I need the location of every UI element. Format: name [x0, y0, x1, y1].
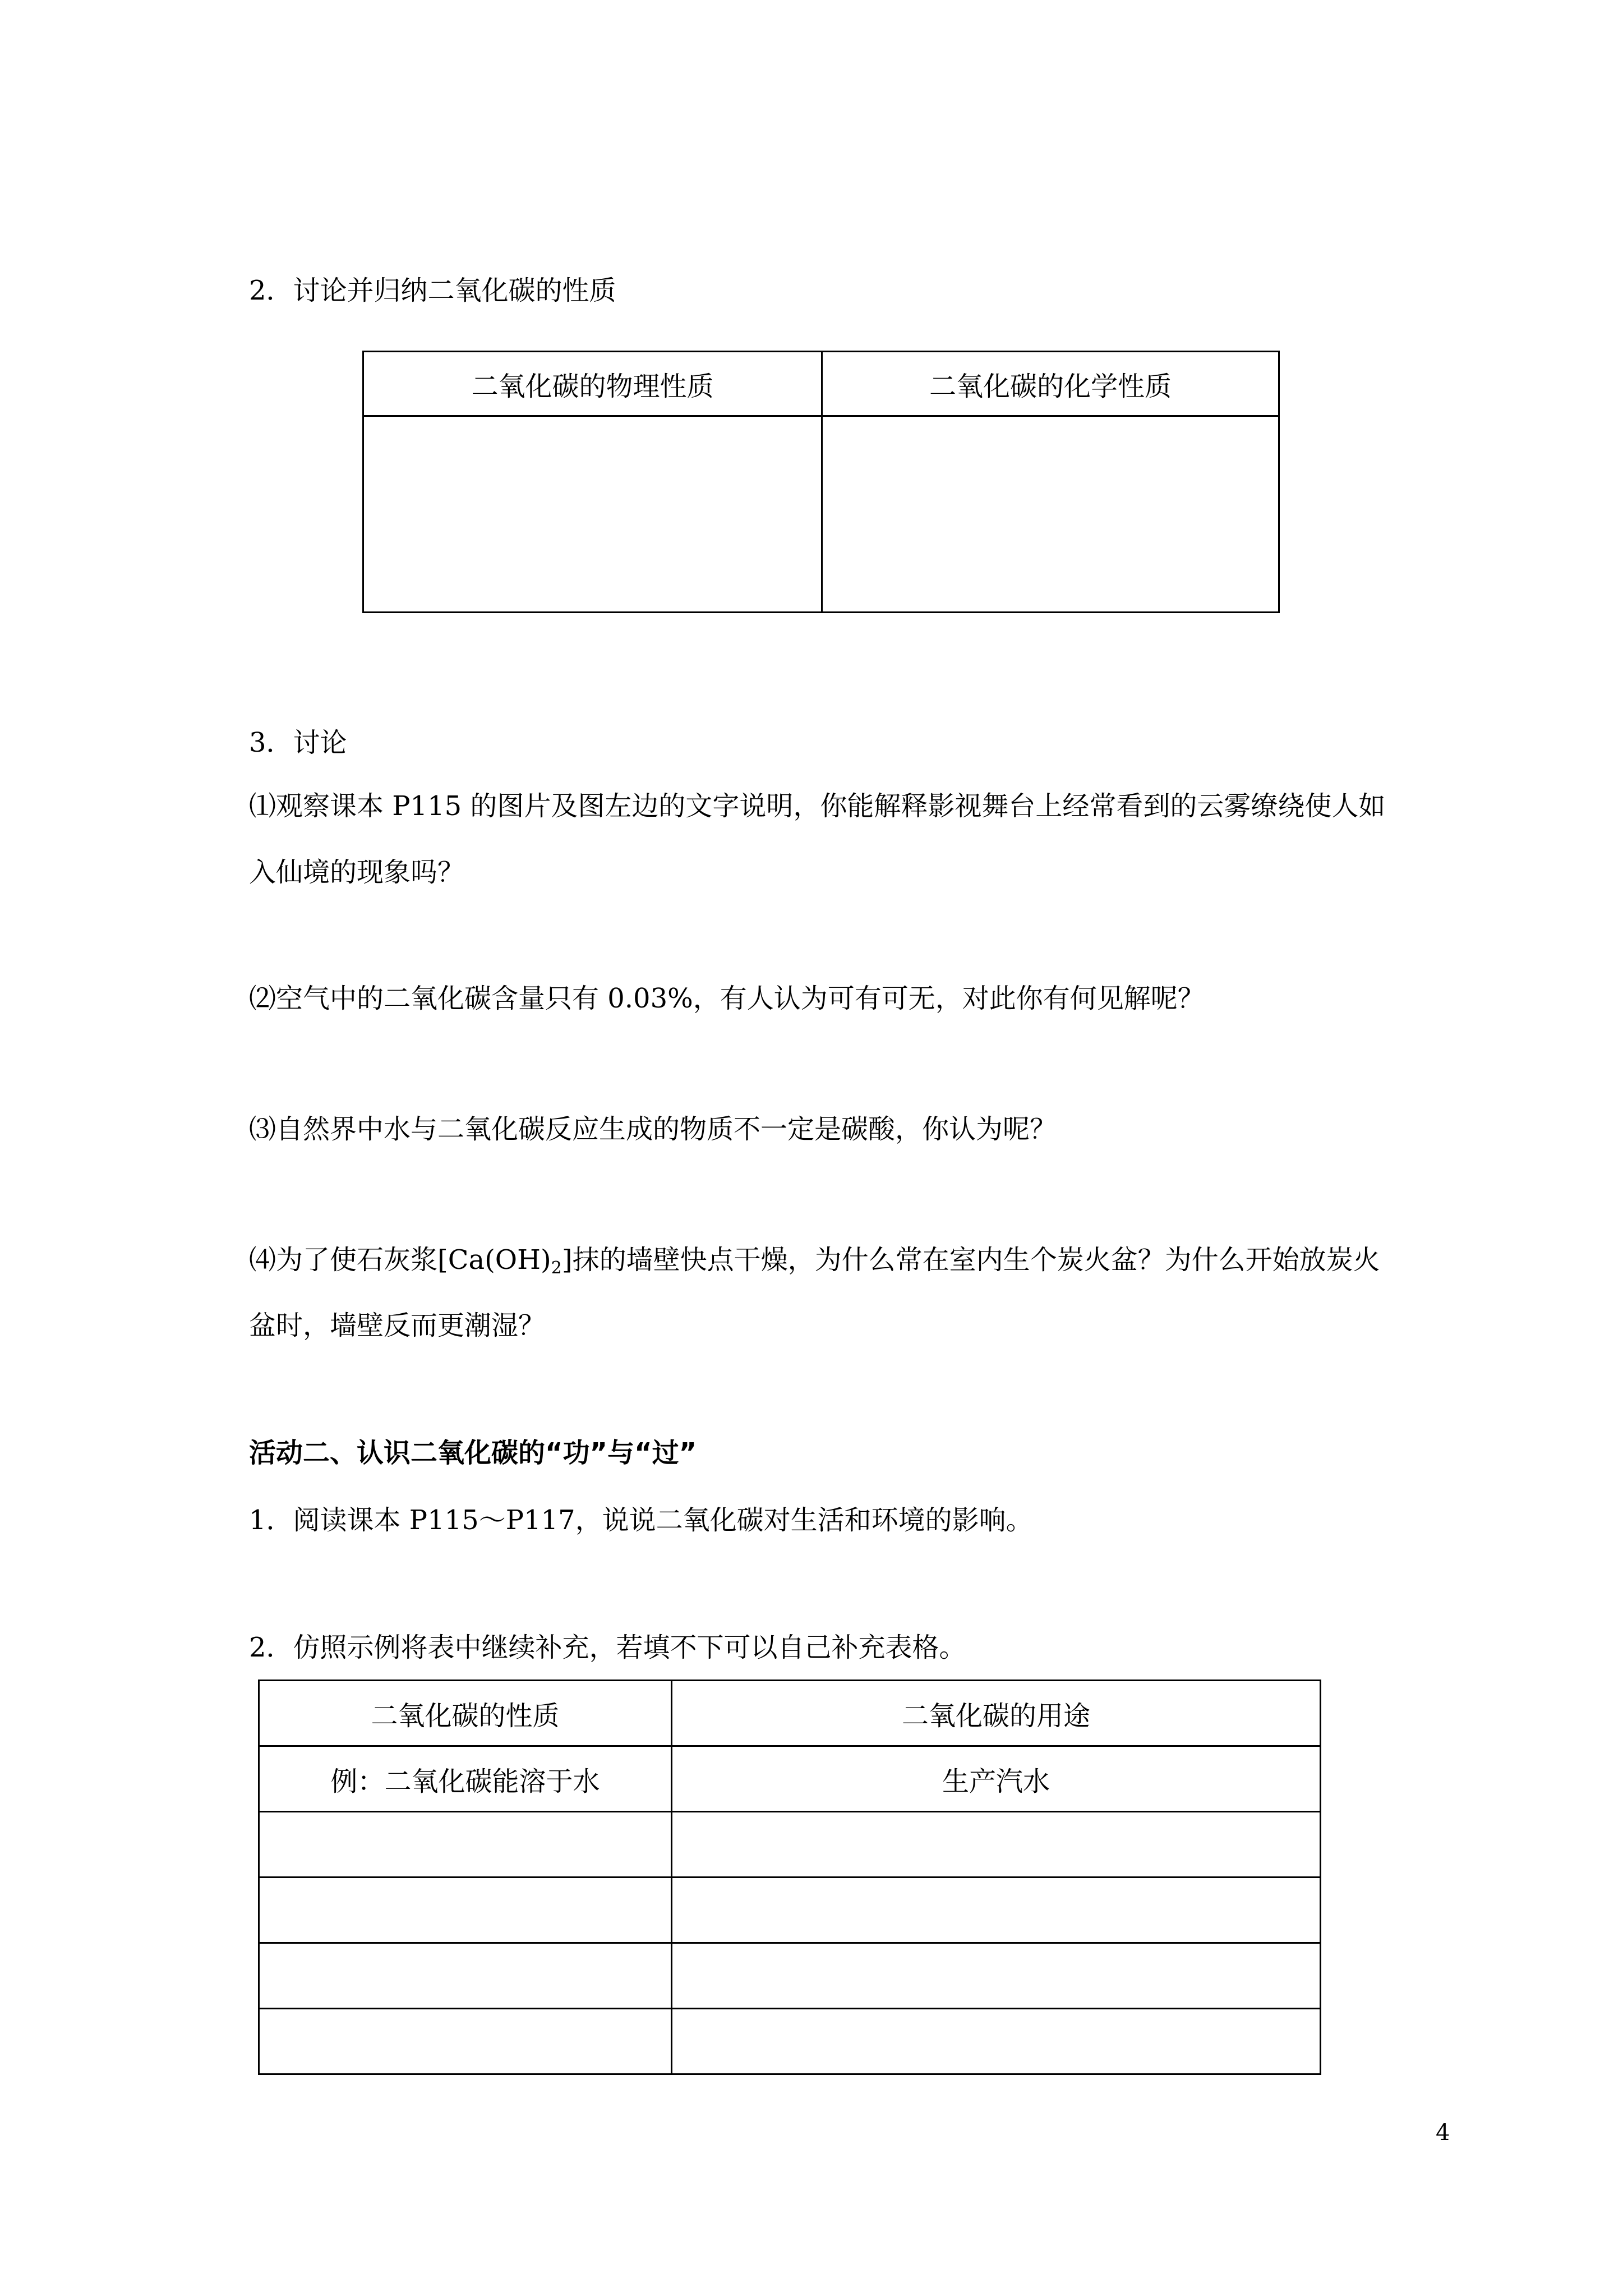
table-cell[interactable]: [672, 1943, 1321, 2009]
question-text: ⑴观察课本 P115 的图片及图左边的文字说明，你能解释影视舞台上经常看到的云雾缭绕使人如: [249, 790, 1386, 822]
table-cell: 例：二氧化碳能溶于水: [259, 1746, 672, 1812]
table-cell[interactable]: [822, 416, 1279, 613]
table-cell[interactable]: [259, 1943, 672, 2009]
activity-item: 1．阅读课本 P115～P117，说说二氧化碳对生活和环境的影响。: [249, 1504, 1033, 1536]
table-header: 二氧化碳的化学性质: [822, 352, 1279, 416]
table-header: 二氧化碳的物理性质: [363, 352, 822, 416]
table-cell[interactable]: [672, 2009, 1321, 2074]
uses-table: [258, 1680, 1321, 2075]
table-header: 二氧化碳的性质: [259, 1681, 672, 1746]
subscript: 2: [551, 1258, 562, 1278]
question-text: 盆时，墙壁反而更潮湿？: [249, 1310, 546, 1341]
question-text-part: ]抹的墙壁快点干燥，为什么常在室内生个炭火盆？为什么开始放炭火: [561, 1244, 1380, 1276]
section-title: 3．讨论: [249, 727, 347, 758]
table-cell[interactable]: [363, 416, 822, 613]
table-cell[interactable]: [672, 1878, 1321, 1943]
table-cell[interactable]: [259, 2009, 672, 2074]
question-text: ⑶自然界中水与二氧化碳反应生成的物质不一定是碳酸，你认为呢？: [249, 1114, 1057, 1145]
table-cell[interactable]: [259, 1812, 672, 1878]
table-header: 二氧化碳的用途: [672, 1681, 1321, 1746]
activity-title: 活动二、认识二氧化碳的“功”与“过”: [249, 1437, 697, 1469]
table-cell[interactable]: [672, 1812, 1321, 1878]
question-text-part: ⑷为了使石灰浆[Ca(OH): [249, 1244, 551, 1276]
question-text: ⑵空气中的二氧化碳含量只有 0.03%，有人认为可有可无，对此你有何见解呢？: [249, 983, 1205, 1014]
page-number: 4: [1436, 2120, 1450, 2146]
activity-item: 2．仿照示例将表中继续补充，若填不下可以自己补充表格。: [249, 1632, 966, 1663]
table-cell: 生产汽水: [672, 1746, 1321, 1812]
properties-table: [362, 351, 1280, 613]
table-cell[interactable]: [259, 1878, 672, 1943]
question-text: 入仙境的现象吗？: [249, 857, 465, 888]
question-text: [249, 1243, 1380, 1277]
section-title: 2．讨论并归纳二氧化碳的性质: [249, 275, 616, 306]
